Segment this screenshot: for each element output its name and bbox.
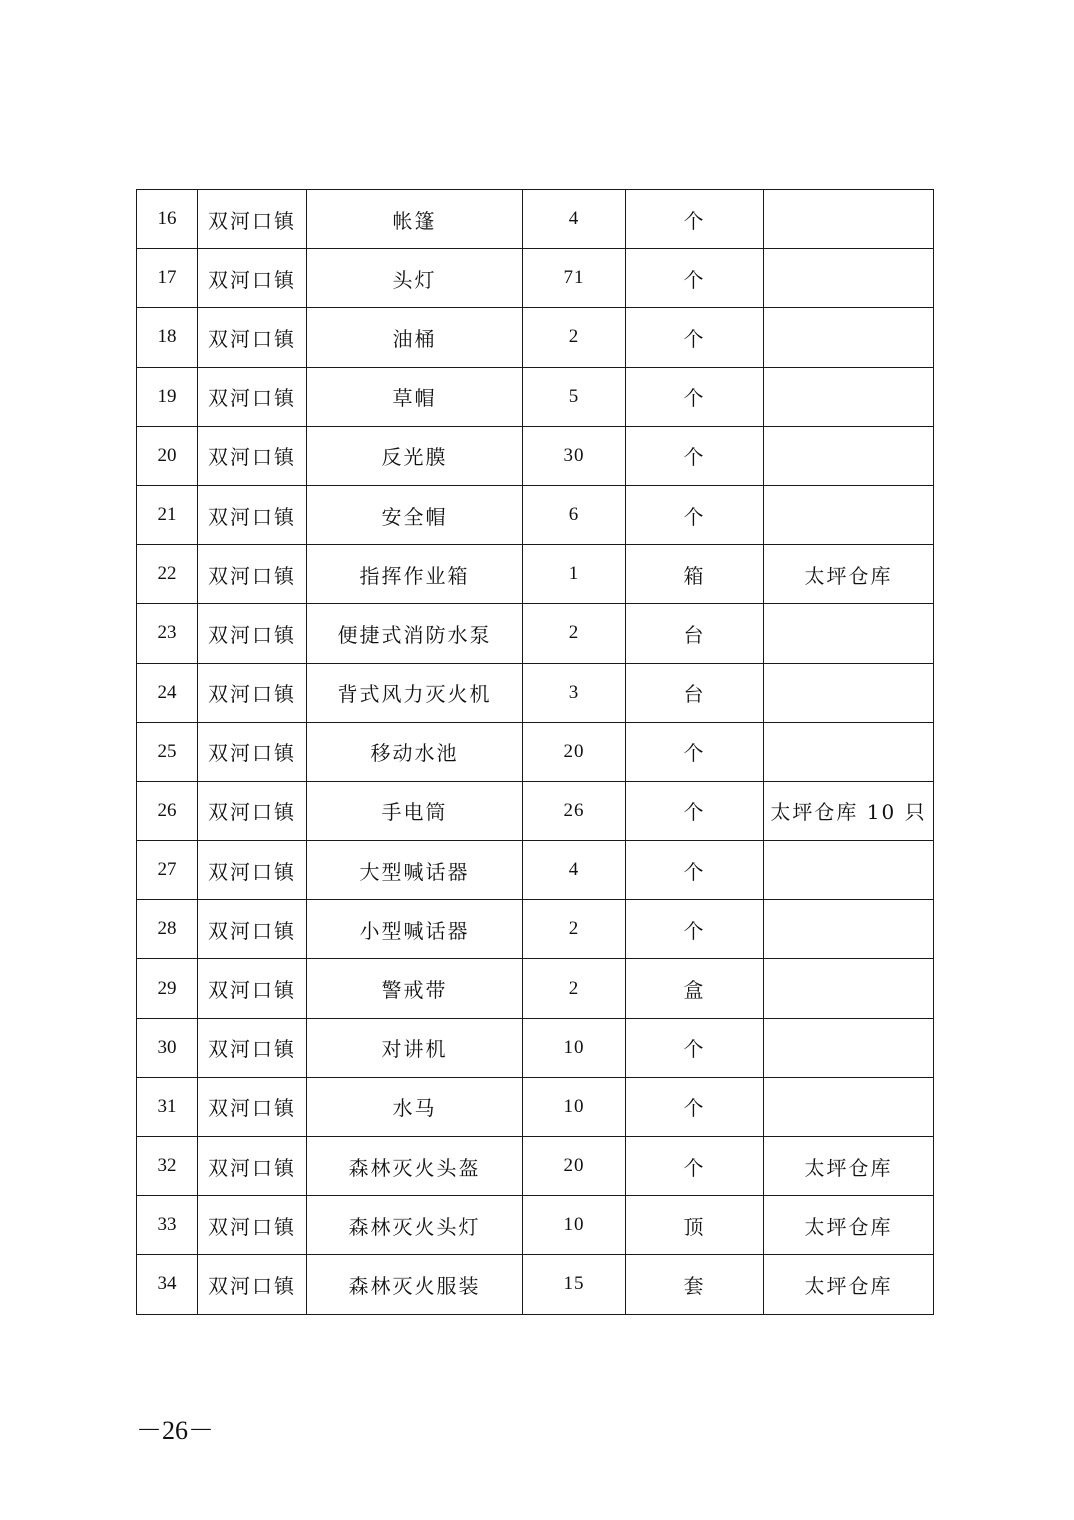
cell-quantity: 4: [523, 190, 626, 249]
cell-quantity: 3: [523, 663, 626, 722]
cell-item-name: 森林灭火头灯: [307, 1196, 523, 1255]
cell-note: [764, 367, 934, 426]
cell-note: 太坪仓库: [764, 1137, 934, 1196]
table-row: [137, 308, 934, 367]
cell-number: 31: [137, 1077, 198, 1136]
cell-note: [764, 722, 934, 781]
cell-town: 双河口镇: [198, 308, 307, 367]
cell-number: 23: [137, 604, 198, 663]
cell-unit: 个: [626, 900, 764, 959]
cell-quantity: 1: [523, 545, 626, 604]
cell-town: 双河口镇: [198, 545, 307, 604]
cell-town: 双河口镇: [198, 663, 307, 722]
cell-item-name: 小型喊话器: [307, 900, 523, 959]
cell-note: [764, 900, 934, 959]
cell-note: [764, 1077, 934, 1136]
cell-town: 双河口镇: [198, 1077, 307, 1136]
cell-unit: 个: [626, 1137, 764, 1196]
table-row: [137, 781, 934, 840]
cell-town: 双河口镇: [198, 1018, 307, 1077]
cell-item-name: 手电筒: [307, 781, 523, 840]
cell-quantity: 20: [523, 1137, 626, 1196]
cell-quantity: 2: [523, 900, 626, 959]
cell-item-name: 大型喊话器: [307, 841, 523, 900]
cell-item-name: 背式风力灭火机: [307, 663, 523, 722]
table-row: [137, 190, 934, 249]
cell-unit: 个: [626, 485, 764, 544]
cell-unit: 个: [626, 781, 764, 840]
cell-quantity: 5: [523, 367, 626, 426]
cell-note: [764, 308, 934, 367]
cell-town: 双河口镇: [198, 959, 307, 1018]
table-row: [137, 485, 934, 544]
cell-town: 双河口镇: [198, 604, 307, 663]
cell-number: 22: [137, 545, 198, 604]
table-row: [137, 663, 934, 722]
table-row: [137, 1137, 934, 1196]
cell-item-name: 帐篷: [307, 190, 523, 249]
cell-item-name: 对讲机: [307, 1018, 523, 1077]
cell-number: 33: [137, 1196, 198, 1255]
cell-unit: 箱: [626, 545, 764, 604]
table-row: [137, 1018, 934, 1077]
cell-quantity: 2: [523, 308, 626, 367]
cell-item-name: 反光膜: [307, 426, 523, 485]
cell-town: 双河口镇: [198, 900, 307, 959]
cell-number: 26: [137, 781, 198, 840]
cell-note: [764, 663, 934, 722]
cell-note: [764, 604, 934, 663]
table-row: [137, 722, 934, 781]
cell-number: 32: [137, 1137, 198, 1196]
cell-unit: 个: [626, 308, 764, 367]
cell-town: 双河口镇: [198, 1196, 307, 1255]
cell-unit: 台: [626, 663, 764, 722]
cell-unit: 个: [626, 841, 764, 900]
cell-quantity: 15: [523, 1255, 626, 1314]
table-row: [137, 249, 934, 308]
cell-note: 太坪仓库 10 只: [764, 781, 934, 840]
cell-number: 16: [137, 190, 198, 249]
table-row: [137, 900, 934, 959]
cell-number: 25: [137, 722, 198, 781]
cell-quantity: 2: [523, 959, 626, 1018]
cell-quantity: 20: [523, 722, 626, 781]
cell-item-name: 便捷式消防水泵: [307, 604, 523, 663]
cell-unit: 顶: [626, 1196, 764, 1255]
cell-town: 双河口镇: [198, 190, 307, 249]
cell-item-name: 指挥作业箱: [307, 545, 523, 604]
cell-number: 19: [137, 367, 198, 426]
cell-town: 双河口镇: [198, 426, 307, 485]
page-number: －26－: [136, 1416, 215, 1445]
table-row: [137, 1196, 934, 1255]
cell-quantity: 10: [523, 1018, 626, 1077]
cell-note: [764, 1018, 934, 1077]
cell-town: 双河口镇: [198, 367, 307, 426]
cell-town: 双河口镇: [198, 249, 307, 308]
cell-town: 双河口镇: [198, 485, 307, 544]
cell-number: 28: [137, 900, 198, 959]
cell-town: 双河口镇: [198, 781, 307, 840]
table-row: [137, 959, 934, 1018]
table-row: [137, 545, 934, 604]
cell-number: 18: [137, 308, 198, 367]
cell-number: 34: [137, 1255, 198, 1314]
cell-note: 太坪仓库: [764, 1255, 934, 1314]
cell-note: [764, 249, 934, 308]
table-row: [137, 841, 934, 900]
cell-number: 24: [137, 663, 198, 722]
cell-unit: 套: [626, 1255, 764, 1314]
cell-quantity: 10: [523, 1196, 626, 1255]
table-body: [137, 190, 934, 1315]
table-row: [137, 367, 934, 426]
cell-unit: 个: [626, 249, 764, 308]
table-row: [137, 604, 934, 663]
cell-item-name: 移动水池: [307, 722, 523, 781]
cell-number: 29: [137, 959, 198, 1018]
cell-quantity: 4: [523, 841, 626, 900]
cell-unit: 个: [626, 190, 764, 249]
cell-note: [764, 485, 934, 544]
cell-note: 太坪仓库: [764, 1196, 934, 1255]
cell-item-name: 头灯: [307, 249, 523, 308]
cell-item-name: 警戒带: [307, 959, 523, 1018]
cell-unit: 盒: [626, 959, 764, 1018]
cell-unit: 台: [626, 604, 764, 663]
cell-item-name: 森林灭火服装: [307, 1255, 523, 1314]
cell-unit: 个: [626, 722, 764, 781]
cell-item-name: 水马: [307, 1077, 523, 1136]
cell-item-name: 油桶: [307, 308, 523, 367]
cell-item-name: 森林灭火头盔: [307, 1137, 523, 1196]
cell-quantity: 26: [523, 781, 626, 840]
equipment-table: [136, 189, 934, 1315]
cell-number: 17: [137, 249, 198, 308]
cell-note: 太坪仓库: [764, 545, 934, 604]
cell-number: 30: [137, 1018, 198, 1077]
cell-item-name: 安全帽: [307, 485, 523, 544]
cell-item-name: 草帽: [307, 367, 523, 426]
cell-note: [764, 959, 934, 1018]
table-row: [137, 1077, 934, 1136]
cell-note: [764, 841, 934, 900]
cell-quantity: 6: [523, 485, 626, 544]
cell-town: 双河口镇: [198, 841, 307, 900]
cell-unit: 个: [626, 367, 764, 426]
cell-town: 双河口镇: [198, 722, 307, 781]
cell-number: 21: [137, 485, 198, 544]
cell-number: 20: [137, 426, 198, 485]
cell-town: 双河口镇: [198, 1137, 307, 1196]
cell-quantity: 10: [523, 1077, 626, 1136]
cell-quantity: 2: [523, 604, 626, 663]
cell-unit: 个: [626, 426, 764, 485]
cell-number: 27: [137, 841, 198, 900]
cell-note: [764, 190, 934, 249]
cell-unit: 个: [626, 1018, 764, 1077]
cell-town: 双河口镇: [198, 1255, 307, 1314]
cell-note: [764, 426, 934, 485]
table-row: [137, 1255, 934, 1314]
cell-quantity: 71: [523, 249, 626, 308]
table-row: [137, 426, 934, 485]
cell-quantity: 30: [523, 426, 626, 485]
cell-unit: 个: [626, 1077, 764, 1136]
